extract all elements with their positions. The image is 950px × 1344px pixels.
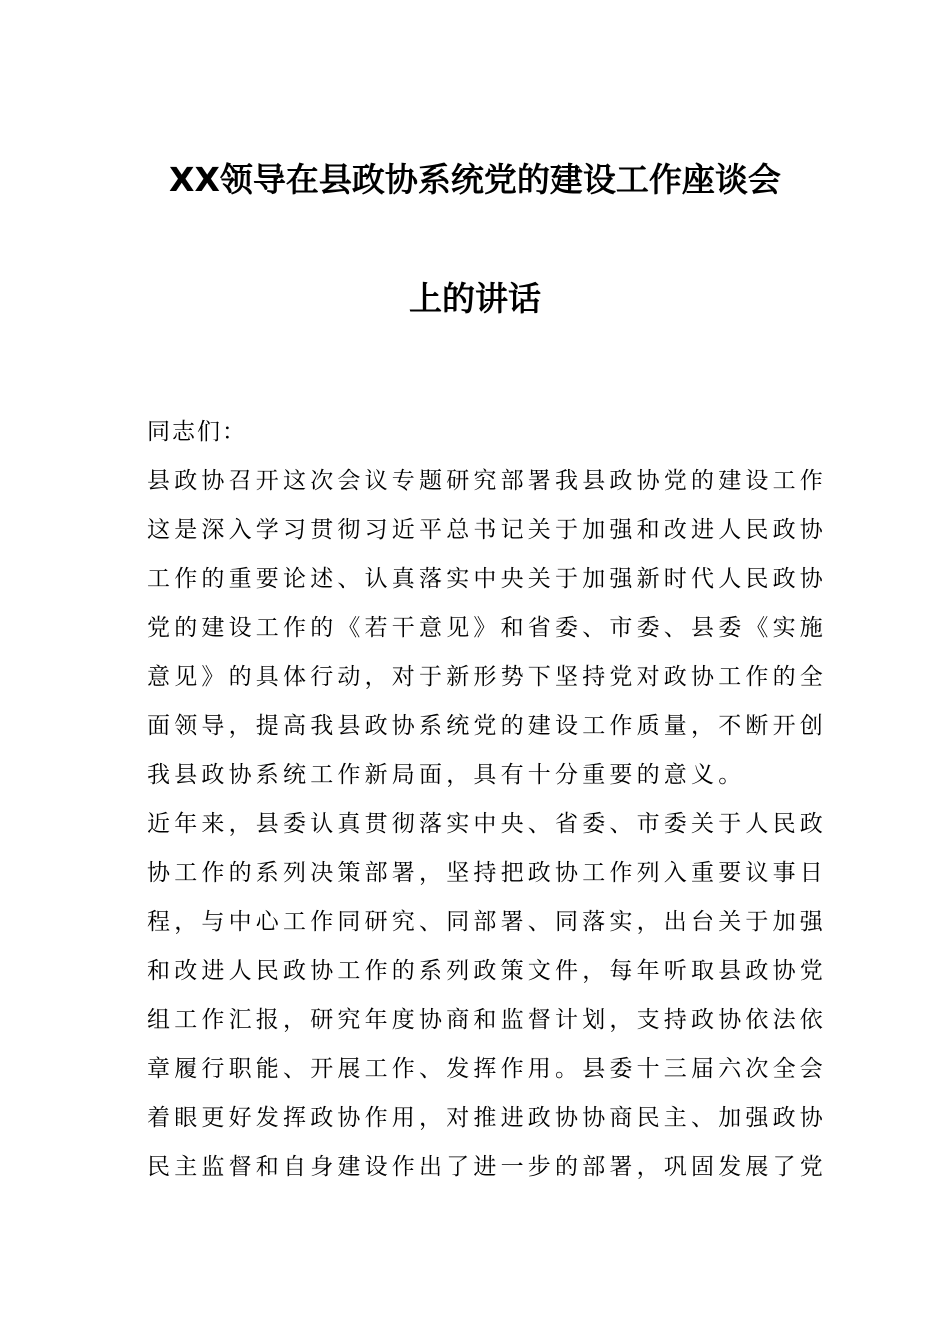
paragraph-line: 工作的重要论述、认真落实中央关于加强新时代人民政协	[147, 566, 827, 592]
document-title-line-1: XX领导在县政协系统党的建设工作座谈会	[169, 160, 781, 199]
paragraph-line: 这是深入学习贯彻习近平总书记关于加强和改进人民政协	[147, 517, 827, 543]
salutation: 同志们：	[147, 419, 247, 445]
paragraph-line: 程，与中心工作同研究、同部署、同落实，出台关于加强	[147, 909, 827, 935]
paragraph-1	[147, 457, 827, 800]
paragraph-line: 意见》的具体行动，对于新形势下坚持党对政协工作的全	[147, 664, 827, 690]
paragraph-line: 民主监督和自身建设作出了进一步的部署，巩固发展了党	[147, 1154, 827, 1180]
paragraph-line: 协工作的系列决策部署，坚持把政协工作列入重要议事日	[147, 860, 827, 886]
paragraph-line: 和改进人民政协工作的系列政策文件，每年听取县政协党	[147, 958, 827, 984]
paragraph-line: 组工作汇报，研究年度协商和监督计划，支持政协依法依	[147, 1007, 827, 1033]
paragraph-line: 章履行职能、开展工作、发挥作用。县委十三届六次全会	[147, 1056, 827, 1082]
paragraph-line: 县政协召开这次会议专题研究部署我县政协党的建设工作	[147, 468, 827, 494]
paragraph-line: 着眼更好发挥政协作用，对推进政协协商民主、加强政协	[147, 1105, 827, 1131]
paragraph-line: 面领导，提高我县政协系统党的建设工作质量，不断开创	[147, 713, 827, 739]
paragraph-line: 我县政协系统工作新局面，具有十分重要的意义。	[147, 762, 746, 788]
document-title-line-2: 上的讲话	[409, 279, 541, 318]
paragraph-line: 党的建设工作的《若干意见》和省委、市委、县委《实施	[147, 615, 827, 641]
paragraph-2	[147, 800, 827, 1192]
paragraph-line: 近年来，县委认真贯彻落实中央、省委、市委关于人民政	[147, 811, 827, 837]
